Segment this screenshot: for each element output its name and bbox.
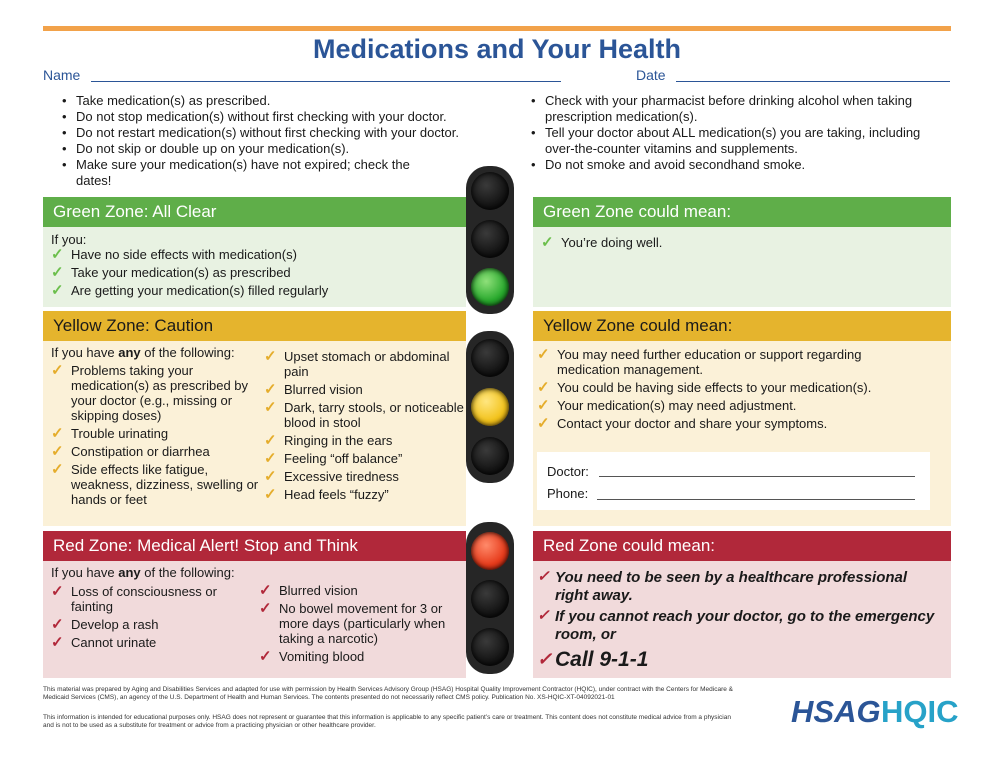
- check-icon: ✓: [259, 600, 272, 617]
- yellow-item: Side effects like fatigue, weakness, dizziness, swelling or hands or feet: [71, 462, 259, 507]
- yellow-mean-item: You could be having side effects to your medication(s).: [557, 380, 872, 395]
- yellow-item: Problems taking your medication(s) as prescribed by your doctor (e.g., missing or skipping doses): [71, 363, 249, 423]
- red-col2: [259, 583, 464, 667]
- yellow-mean-item: You may need further education or support regarding medication management.: [557, 347, 862, 377]
- yellow-col2: [264, 349, 464, 505]
- yellow-item: Constipation or diarrhea: [71, 444, 210, 459]
- yellow-col1: [51, 363, 261, 510]
- yellow-zone-panel: [43, 341, 466, 526]
- list-item: • Do not restart medication(s) without first checking with your doctor.: [62, 125, 502, 141]
- check-icon: ✓: [264, 486, 277, 503]
- doctor-field[interactable]: [599, 476, 915, 477]
- check-icon: ✓: [259, 582, 272, 599]
- red-item: Vomiting blood: [279, 649, 365, 664]
- contact-box: [537, 452, 930, 510]
- yellow-zone-header: Yellow Zone: Caution: [43, 311, 466, 341]
- check-icon: ✓: [537, 397, 550, 414]
- list-item: • Do not skip or double up on your medication(s).: [62, 141, 502, 157]
- red-item: Cannot urinate: [71, 635, 157, 650]
- red-mean-header: Red Zone could mean:: [533, 531, 951, 561]
- yellow-item: Upset stomach or abdominal pain: [284, 349, 450, 379]
- page-title: Medications and Your Health: [312, 34, 682, 64]
- check-icon: ✓: [51, 264, 64, 281]
- yellow-lamp: [471, 388, 509, 426]
- red-item: Loss of consciousness or fainting: [71, 584, 217, 614]
- green-lead: If you:: [51, 232, 87, 247]
- yellow-item: Blurred vision: [284, 382, 363, 397]
- yellow-mean-header: Yellow Zone could mean:: [533, 311, 951, 341]
- yellow-lead: If you have any of the following:: [51, 345, 235, 360]
- name-label: Name: [43, 67, 81, 83]
- check-icon: ✓: [541, 234, 554, 251]
- check-icon: ✓: [537, 415, 550, 432]
- check-icon: ✓: [259, 648, 272, 665]
- call-911: Call 9-1-1: [555, 648, 649, 671]
- red-lead: If you have any of the following:: [51, 565, 235, 580]
- check-icon: ✓: [51, 246, 64, 263]
- check-icon: ✓: [264, 468, 277, 485]
- list-item: • Tell your doctor about ALL medication(s) you are taking, including over-the-counter vitamins and supplements.: [531, 125, 946, 157]
- list-item: • Check with your pharmacist before drinking alcohol when taking prescription medication(s).: [531, 93, 946, 125]
- green-item: Take your medication(s) as prescribed: [71, 265, 291, 280]
- lamp-off: [471, 339, 509, 377]
- intro-right-list: [531, 93, 946, 173]
- yellow-item: Dark, tarry stools, or noticeable blood in stool: [284, 400, 464, 430]
- lamp-off: [471, 580, 509, 618]
- phone-label: Phone:: [547, 486, 589, 501]
- lamp-off: [471, 437, 509, 475]
- green-zone-panel: [43, 227, 466, 307]
- lamp-off: [471, 220, 509, 258]
- red-item: No bowel movement for 3 or more days (particularly when taking a narcotic): [279, 601, 446, 646]
- green-lamp: [471, 268, 509, 306]
- green-item: Are getting your medication(s) filled regularly: [71, 283, 329, 298]
- red-item: Develop a rash: [71, 617, 159, 632]
- name-line: [91, 81, 561, 82]
- yellow-item: Feeling “off balance”: [284, 451, 403, 466]
- top-accent-bar: [43, 26, 951, 31]
- check-icon: ✓: [537, 346, 550, 363]
- green-mean-panel: [533, 227, 951, 307]
- yellow-item: Trouble urinating: [71, 426, 169, 441]
- green-item: Have no side effects with medication(s): [71, 247, 297, 262]
- yellow-item: Head feels “fuzzy”: [284, 487, 389, 502]
- hqic-logo: HQIC: [881, 694, 959, 729]
- phone-field[interactable]: [597, 499, 915, 500]
- date-line: [676, 81, 950, 82]
- lamp-off: [471, 628, 509, 666]
- red-mean-item: If you cannot reach your doctor, go to the emergency room, or: [555, 608, 935, 643]
- check-icon: ✓: [51, 461, 64, 478]
- yellow-item: Ringing in the ears: [284, 433, 393, 448]
- yellow-mean-item: Your medication(s) may need adjustment.: [557, 398, 797, 413]
- check-icon: ✓: [51, 634, 64, 651]
- red-zone-header: Red Zone: Medical Alert! Stop and Think: [43, 531, 466, 561]
- check-icon: ✓: [51, 425, 64, 442]
- footer-disclaimer-2: This information is intended for educational purposes only. HSAG does not represent or guarantee that this information is applicable to any specific patient’s care or treatment. This content does not constitute medical advice from a physician and is not to be used as a substitute for treatment or advice from a practicing physician or other healthcare provider.: [43, 714, 731, 729]
- traffic-light-green: [466, 166, 514, 314]
- check-icon: ✓: [51, 443, 64, 460]
- red-mean-panel: [533, 561, 951, 678]
- list-item: • Do not smoke and avoid secondhand smoke.: [531, 157, 946, 173]
- check-icon: ✓: [264, 450, 277, 467]
- list-item: • Take medication(s) as prescribed.: [62, 93, 502, 109]
- traffic-light-red: [466, 522, 514, 674]
- green-zone-header: Green Zone: All Clear: [43, 197, 466, 227]
- red-item: Blurred vision: [279, 583, 358, 598]
- traffic-light-yellow: [466, 331, 514, 483]
- check-icon: ✓: [51, 616, 64, 633]
- list-item: • Do not stop medication(s) without first checking with your doctor.: [62, 109, 502, 125]
- check-icon: ✓: [264, 348, 277, 365]
- check-icon: ✓: [537, 568, 550, 585]
- date-label: Date: [636, 67, 666, 83]
- red-lamp: [471, 532, 509, 570]
- check-icon: ✓: [51, 362, 64, 379]
- check-icon: ✓: [537, 607, 550, 624]
- doctor-label: Doctor:: [547, 464, 589, 479]
- check-icon: ✓: [264, 432, 277, 449]
- check-icon: ✓: [264, 381, 277, 398]
- list-item: • Make sure your medication(s) have not expired; check the dates!: [62, 157, 416, 189]
- red-zone-panel: [43, 561, 466, 678]
- check-icon: ✓: [537, 379, 550, 396]
- intro-left-list: [62, 93, 502, 189]
- check-icon: ✓: [51, 583, 64, 600]
- hsag-logo: HSAG: [791, 694, 881, 729]
- yellow-item: Excessive tiredness: [284, 469, 399, 484]
- green-mean-item: You’re doing well.: [561, 235, 663, 250]
- check-icon: ✓: [537, 649, 553, 669]
- check-icon: ✓: [51, 282, 64, 299]
- check-icon: ✓: [264, 399, 277, 416]
- red-col1: [51, 584, 241, 653]
- green-mean-header: Green Zone could mean:: [533, 197, 951, 227]
- lamp-off: [471, 172, 509, 210]
- footer-disclaimer-1: This material was prepared by Aging and Disabilities Services and adapted for use with permission by Health Services Advisory Group (HSAG) Hospital Quality Improvement Contractor (HQIC), under contract with the Centers for Medicare & Medicaid Services (CMS), an agency of the U.S. Department of Health and Human Services. The contents presented do not necessarily reflect CMS policy. Publication No. XS-HQIC-XT-04092021-01: [43, 686, 734, 701]
- red-mean-item: You need to be seen by a healthcare professional right away.: [555, 569, 908, 604]
- yellow-mean-item: Contact your doctor and share your symptoms.: [557, 416, 828, 431]
